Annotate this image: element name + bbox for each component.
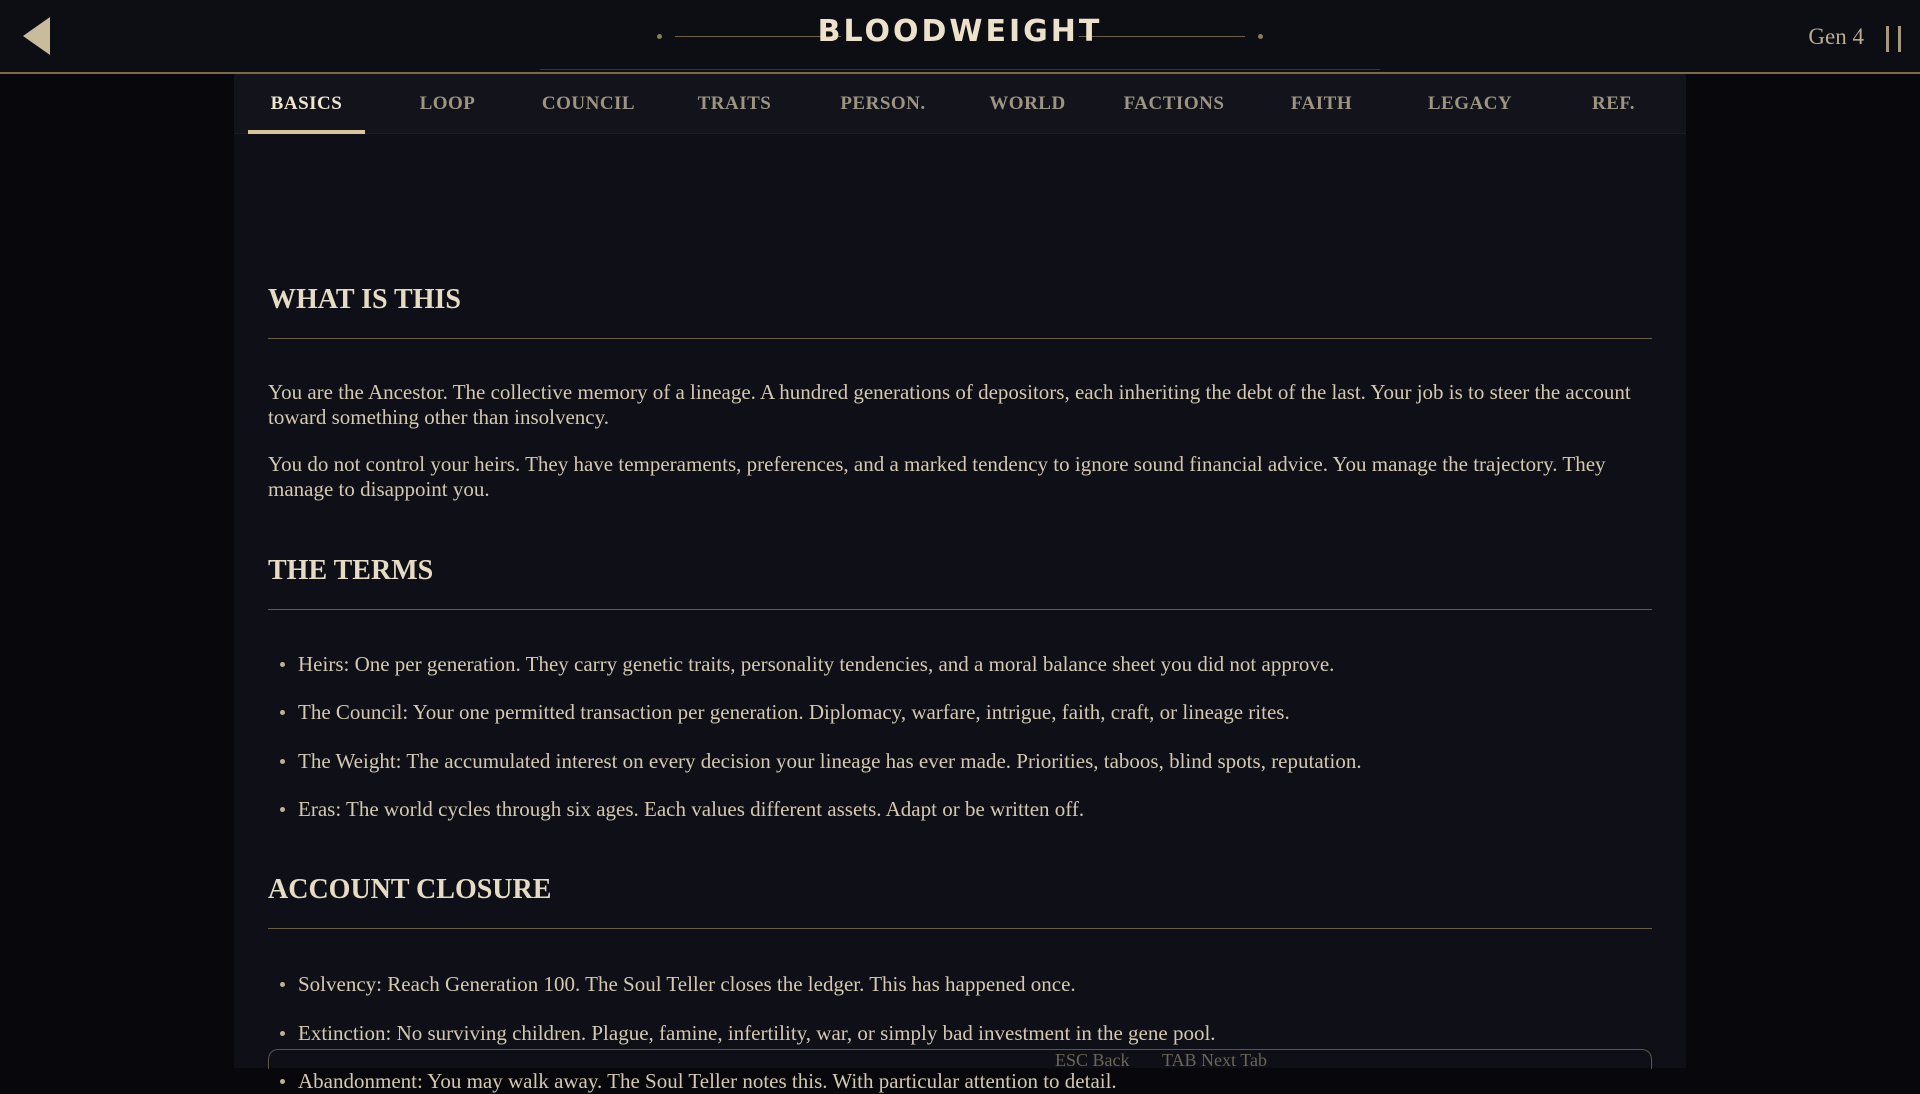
list-item: The Weight: The accumulated interest on every decision your lineage has ever made. Priorities, taboos, blind spots, reputation. xyxy=(298,749,1362,773)
tab-basics[interactable]: BASICS xyxy=(241,74,372,134)
title-banner xyxy=(540,0,1380,70)
intro-paragraph: You do not control your heirs. They have temperaments, preferences, and a marked tendency to ignore sound financial advice. You manage the trajectory. They manage to disappoint you. xyxy=(268,452,1606,501)
list-item: Solvency: Reach Generation 100. The Soul Teller closes the ledger. This has happened once. xyxy=(298,972,1076,996)
key-hints-bar xyxy=(268,1049,1652,1069)
tab-faith[interactable]: FAITH xyxy=(1290,93,1353,114)
intro-paragraph: You are the Ancestor. The collective memory of a lineage. A hundred generations of depositors, each inheriting the debt of the last. Your job is to steer the account toward something other than insolvency. xyxy=(268,380,1631,429)
tab-person[interactable]: PERSON. xyxy=(840,93,926,114)
section-divider xyxy=(268,928,1652,929)
list-item: Abandonment: You may walk away. The Soul Teller notes this. With particular attention to detail. xyxy=(298,1069,1117,1093)
top-bar xyxy=(0,0,1920,74)
tab-next-hint[interactable]: TAB Next Tab xyxy=(1162,1050,1267,1070)
list-item: The Council: Your one permitted transaction per generation. Diplomacy, warfare, intrigue, faith, craft, or lineage rites. xyxy=(298,700,1290,724)
codex-panel xyxy=(234,74,1686,1093)
pause-icon[interactable] xyxy=(1886,26,1902,52)
app-title: BLOODWEIGHT xyxy=(817,14,1103,49)
back-arrow-icon[interactable] xyxy=(20,14,54,58)
section-divider xyxy=(268,609,1652,610)
list-item: Eras: The world cycles through six ages. Each values different assets. Adapt or be written off. xyxy=(298,797,1085,821)
tab-council[interactable]: COUNCIL xyxy=(541,93,636,114)
list-item: Heirs: One per generation. They carry genetic traits, personality tendencies, and a moral balance sheet you did not approve. xyxy=(298,652,1335,676)
tab-loop[interactable]: LOOP xyxy=(419,93,476,114)
tab-legacy[interactable]: LEGACY xyxy=(1427,93,1513,114)
tab-factions[interactable]: FACTIONS xyxy=(1123,93,1225,114)
section-title-what-is-this: WHAT IS THIS xyxy=(268,284,461,315)
tab-world[interactable]: WORLD xyxy=(989,93,1066,114)
list-item: Extinction: No surviving children. Plague, famine, infertility, war, or simply bad investment in the gene pool. xyxy=(298,1021,1216,1045)
esc-back-hint[interactable]: ESC Back xyxy=(1055,1050,1130,1070)
tab-ref[interactable]: REF. xyxy=(1591,93,1635,114)
generation-counter: Gen 4 xyxy=(1808,24,1864,49)
section-divider xyxy=(268,338,1652,339)
tab-bar xyxy=(234,74,1686,134)
section-title-terms: THE TERMS xyxy=(268,555,434,586)
section-title-account-closure: ACCOUNT CLOSURE xyxy=(268,874,552,905)
tab-traits[interactable]: TRAITS xyxy=(697,93,772,114)
